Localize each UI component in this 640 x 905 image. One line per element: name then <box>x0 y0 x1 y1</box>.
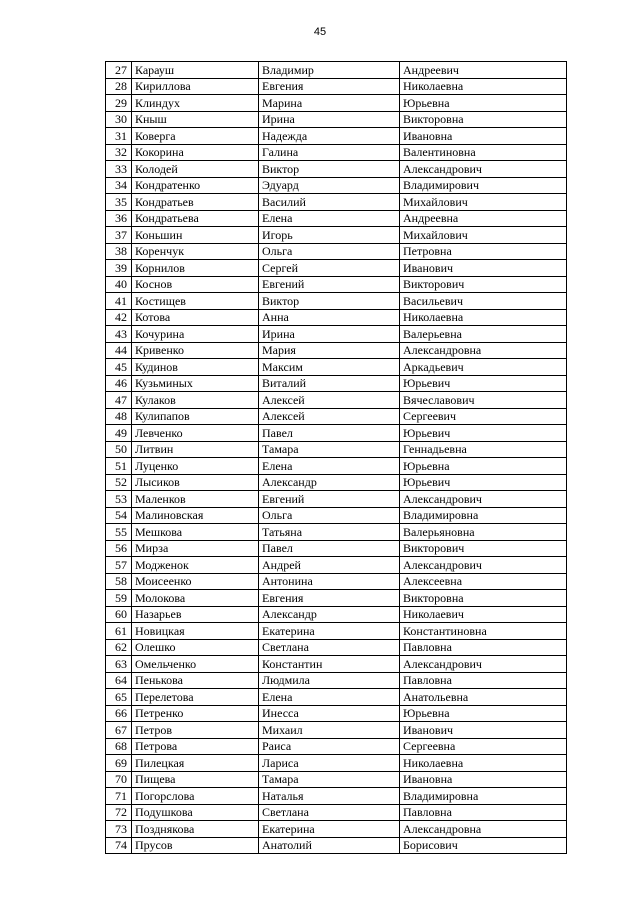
first-name-cell: Светлана <box>259 639 400 656</box>
row-number-cell: 42 <box>106 309 132 326</box>
patronymic-cell: Владимирович <box>400 177 567 194</box>
table-row <box>106 590 567 607</box>
patronymic-cell: Юрьевич <box>400 425 567 442</box>
last-name-cell: Мирза <box>132 540 259 557</box>
patronymic-cell: Александрович <box>400 656 567 673</box>
patronymic-cell: Михайлович <box>400 194 567 211</box>
patronymic-cell: Ивановна <box>400 771 567 788</box>
row-number-cell: 53 <box>106 491 132 508</box>
last-name-cell: Подушкова <box>132 804 259 821</box>
row-number-cell: 64 <box>106 672 132 689</box>
patronymic-cell: Павловна <box>400 639 567 656</box>
table-row <box>106 161 567 178</box>
first-name-cell: Александр <box>259 606 400 623</box>
patronymic-cell: Петровна <box>400 243 567 260</box>
table-row <box>106 210 567 227</box>
last-name-cell: Кривенко <box>132 342 259 359</box>
first-name-cell: Евгений <box>259 276 400 293</box>
row-number-cell: 46 <box>106 375 132 392</box>
row-number-cell: 58 <box>106 573 132 590</box>
last-name-cell: Молокова <box>132 590 259 607</box>
row-number-cell: 73 <box>106 821 132 838</box>
row-number-cell: 37 <box>106 227 132 244</box>
patronymic-cell: Юрьевна <box>400 458 567 475</box>
row-number-cell: 69 <box>106 755 132 772</box>
first-name-cell: Анна <box>259 309 400 326</box>
patronymic-cell: Викторович <box>400 276 567 293</box>
row-number-cell: 27 <box>106 62 132 79</box>
last-name-cell: Кулипапов <box>132 408 259 425</box>
row-number-cell: 65 <box>106 689 132 706</box>
last-name-cell: Коньшин <box>132 227 259 244</box>
patronymic-cell: Владимировна <box>400 788 567 805</box>
table-row <box>106 507 567 524</box>
last-name-cell: Петров <box>132 722 259 739</box>
row-number-cell: 55 <box>106 524 132 541</box>
last-name-cell: Колодей <box>132 161 259 178</box>
first-name-cell: Сергей <box>259 260 400 277</box>
row-number-cell: 34 <box>106 177 132 194</box>
last-name-cell: Маленков <box>132 491 259 508</box>
patronymic-cell: Константиновна <box>400 623 567 640</box>
first-name-cell: Елена <box>259 458 400 475</box>
table-row <box>106 111 567 128</box>
patronymic-cell: Анатольевна <box>400 689 567 706</box>
last-name-cell: Малиновская <box>132 507 259 524</box>
last-name-cell: Кныш <box>132 111 259 128</box>
last-name-cell: Петрова <box>132 738 259 755</box>
patronymic-cell: Сергеевич <box>400 408 567 425</box>
patronymic-cell: Валерьяновна <box>400 524 567 541</box>
table-row <box>106 62 567 79</box>
patronymic-cell: Юрьевна <box>400 705 567 722</box>
row-number-cell: 74 <box>106 837 132 854</box>
table-row <box>106 293 567 310</box>
name-list-table <box>105 61 567 854</box>
last-name-cell: Клиндух <box>132 95 259 112</box>
first-name-cell: Мария <box>259 342 400 359</box>
first-name-cell: Ирина <box>259 326 400 343</box>
row-number-cell: 72 <box>106 804 132 821</box>
first-name-cell: Елена <box>259 210 400 227</box>
first-name-cell: Елена <box>259 689 400 706</box>
row-number-cell: 50 <box>106 441 132 458</box>
table-row <box>106 738 567 755</box>
table-row <box>106 260 567 277</box>
patronymic-cell: Валентиновна <box>400 144 567 161</box>
row-number-cell: 63 <box>106 656 132 673</box>
patronymic-cell: Николаевна <box>400 78 567 95</box>
patronymic-cell: Николаевна <box>400 755 567 772</box>
first-name-cell: Татьяна <box>259 524 400 541</box>
table-row <box>106 788 567 805</box>
patronymic-cell: Юрьевич <box>400 474 567 491</box>
first-name-cell: Ирина <box>259 111 400 128</box>
row-number-cell: 54 <box>106 507 132 524</box>
last-name-cell: Петренко <box>132 705 259 722</box>
table-row <box>106 705 567 722</box>
patronymic-cell: Юрьевна <box>400 95 567 112</box>
last-name-cell: Кондратьев <box>132 194 259 211</box>
table-row <box>106 755 567 772</box>
first-name-cell: Антонина <box>259 573 400 590</box>
patronymic-cell: Павловна <box>400 804 567 821</box>
table-row <box>106 458 567 475</box>
first-name-cell: Виталий <box>259 375 400 392</box>
last-name-cell: Лысиков <box>132 474 259 491</box>
table-row <box>106 194 567 211</box>
table-row <box>106 837 567 854</box>
first-name-cell: Людмила <box>259 672 400 689</box>
table-row <box>106 573 567 590</box>
table-row <box>106 639 567 656</box>
first-name-cell: Надежда <box>259 128 400 145</box>
patronymic-cell: Викторович <box>400 540 567 557</box>
first-name-cell: Евгения <box>259 590 400 607</box>
row-number-cell: 52 <box>106 474 132 491</box>
row-number-cell: 29 <box>106 95 132 112</box>
table-row <box>106 804 567 821</box>
row-number-cell: 31 <box>106 128 132 145</box>
patronymic-cell: Николаевна <box>400 309 567 326</box>
last-name-cell: Корнилов <box>132 260 259 277</box>
row-number-cell: 60 <box>106 606 132 623</box>
table-row <box>106 722 567 739</box>
last-name-cell: Новицкая <box>132 623 259 640</box>
patronymic-cell: Павловна <box>400 672 567 689</box>
first-name-cell: Алексей <box>259 408 400 425</box>
name-list-body <box>106 62 567 854</box>
patronymic-cell: Александрович <box>400 557 567 574</box>
patronymic-cell: Алексеевна <box>400 573 567 590</box>
row-number-cell: 56 <box>106 540 132 557</box>
table-row <box>106 309 567 326</box>
first-name-cell: Марина <box>259 95 400 112</box>
row-number-cell: 38 <box>106 243 132 260</box>
row-number-cell: 49 <box>106 425 132 442</box>
table-row <box>106 623 567 640</box>
first-name-cell: Павел <box>259 540 400 557</box>
first-name-cell: Екатерина <box>259 623 400 640</box>
first-name-cell: Наталья <box>259 788 400 805</box>
last-name-cell: Кириллова <box>132 78 259 95</box>
first-name-cell: Екатерина <box>259 821 400 838</box>
table-row <box>106 392 567 409</box>
patronymic-cell: Геннадьевна <box>400 441 567 458</box>
last-name-cell: Прусов <box>132 837 259 854</box>
table-row <box>106 128 567 145</box>
table-row <box>106 821 567 838</box>
last-name-cell: Модженок <box>132 557 259 574</box>
last-name-cell: Пищева <box>132 771 259 788</box>
table-row <box>106 656 567 673</box>
first-name-cell: Тамара <box>259 441 400 458</box>
row-number-cell: 67 <box>106 722 132 739</box>
table-row <box>106 408 567 425</box>
patronymic-cell: Юрьевич <box>400 375 567 392</box>
patronymic-cell: Викторовна <box>400 590 567 607</box>
last-name-cell: Погорслова <box>132 788 259 805</box>
row-number-cell: 47 <box>106 392 132 409</box>
row-number-cell: 45 <box>106 359 132 376</box>
row-number-cell: 32 <box>106 144 132 161</box>
table-row <box>106 375 567 392</box>
table-row <box>106 474 567 491</box>
table-row <box>106 144 567 161</box>
row-number-cell: 43 <box>106 326 132 343</box>
row-number-cell: 44 <box>106 342 132 359</box>
row-number-cell: 61 <box>106 623 132 640</box>
row-number-cell: 68 <box>106 738 132 755</box>
first-name-cell: Ольга <box>259 243 400 260</box>
first-name-cell: Павел <box>259 425 400 442</box>
row-number-cell: 48 <box>106 408 132 425</box>
patronymic-cell: Иванович <box>400 722 567 739</box>
row-number-cell: 71 <box>106 788 132 805</box>
table-row <box>106 243 567 260</box>
last-name-cell: Пилецкая <box>132 755 259 772</box>
patronymic-cell: Андреевич <box>400 62 567 79</box>
row-number-cell: 41 <box>106 293 132 310</box>
table-row <box>106 177 567 194</box>
last-name-cell: Назарьев <box>132 606 259 623</box>
last-name-cell: Костищев <box>132 293 259 310</box>
first-name-cell: Владимир <box>259 62 400 79</box>
last-name-cell: Кудинов <box>132 359 259 376</box>
first-name-cell: Анатолий <box>259 837 400 854</box>
first-name-cell: Раиса <box>259 738 400 755</box>
row-number-cell: 57 <box>106 557 132 574</box>
patronymic-cell: Владимировна <box>400 507 567 524</box>
last-name-cell: Кочурина <box>132 326 259 343</box>
row-number-cell: 36 <box>106 210 132 227</box>
row-number-cell: 28 <box>106 78 132 95</box>
page-number: 45 <box>313 26 327 38</box>
last-name-cell: Коверга <box>132 128 259 145</box>
patronymic-cell: Александровна <box>400 821 567 838</box>
table-row <box>106 540 567 557</box>
patronymic-cell: Викторовна <box>400 111 567 128</box>
last-name-cell: Мешкова <box>132 524 259 541</box>
first-name-cell: Светлана <box>259 804 400 821</box>
table-row <box>106 606 567 623</box>
last-name-cell: Карауш <box>132 62 259 79</box>
patronymic-cell: Васильевич <box>400 293 567 310</box>
first-name-cell: Виктор <box>259 293 400 310</box>
first-name-cell: Александр <box>259 474 400 491</box>
table-row <box>106 441 567 458</box>
first-name-cell: Максим <box>259 359 400 376</box>
table-row <box>106 689 567 706</box>
table-row <box>106 326 567 343</box>
last-name-cell: Левченко <box>132 425 259 442</box>
first-name-cell: Евгения <box>259 78 400 95</box>
last-name-cell: Омельченко <box>132 656 259 673</box>
patronymic-cell: Сергеевна <box>400 738 567 755</box>
table-row <box>106 276 567 293</box>
last-name-cell: Кондратенко <box>132 177 259 194</box>
first-name-cell: Тамара <box>259 771 400 788</box>
first-name-cell: Михаил <box>259 722 400 739</box>
patronymic-cell: Ивановна <box>400 128 567 145</box>
patronymic-cell: Борисович <box>400 837 567 854</box>
first-name-cell: Виктор <box>259 161 400 178</box>
last-name-cell: Пенькова <box>132 672 259 689</box>
row-number-cell: 59 <box>106 590 132 607</box>
patronymic-cell: Николаевич <box>400 606 567 623</box>
first-name-cell: Инесса <box>259 705 400 722</box>
last-name-cell: Моисеенко <box>132 573 259 590</box>
first-name-cell: Эдуард <box>259 177 400 194</box>
table-row <box>106 227 567 244</box>
first-name-cell: Василий <box>259 194 400 211</box>
table-row <box>106 524 567 541</box>
patronymic-cell: Александрович <box>400 161 567 178</box>
table-row <box>106 672 567 689</box>
last-name-cell: Перелетова <box>132 689 259 706</box>
first-name-cell: Андрей <box>259 557 400 574</box>
last-name-cell: Литвин <box>132 441 259 458</box>
table-row <box>106 95 567 112</box>
last-name-cell: Олешко <box>132 639 259 656</box>
row-number-cell: 39 <box>106 260 132 277</box>
first-name-cell: Игорь <box>259 227 400 244</box>
first-name-cell: Лариса <box>259 755 400 772</box>
table-row <box>106 425 567 442</box>
last-name-cell: Кондратьева <box>132 210 259 227</box>
row-number-cell: 62 <box>106 639 132 656</box>
patronymic-cell: Иванович <box>400 260 567 277</box>
table-row <box>106 771 567 788</box>
last-name-cell: Котова <box>132 309 259 326</box>
last-name-cell: Коренчук <box>132 243 259 260</box>
patronymic-cell: Вячеславович <box>400 392 567 409</box>
first-name-cell: Галина <box>259 144 400 161</box>
last-name-cell: Позднякова <box>132 821 259 838</box>
patronymic-cell: Валерьевна <box>400 326 567 343</box>
row-number-cell: 30 <box>106 111 132 128</box>
table-row <box>106 557 567 574</box>
last-name-cell: Кокорина <box>132 144 259 161</box>
patronymic-cell: Аркадьевич <box>400 359 567 376</box>
row-number-cell: 70 <box>106 771 132 788</box>
last-name-cell: Коснов <box>132 276 259 293</box>
patronymic-cell: Александровна <box>400 342 567 359</box>
first-name-cell: Константин <box>259 656 400 673</box>
row-number-cell: 35 <box>106 194 132 211</box>
patronymic-cell: Михайлович <box>400 227 567 244</box>
table-row <box>106 342 567 359</box>
patronymic-cell: Александрович <box>400 491 567 508</box>
patronymic-cell: Андреевна <box>400 210 567 227</box>
row-number-cell: 51 <box>106 458 132 475</box>
last-name-cell: Кулаков <box>132 392 259 409</box>
row-number-cell: 40 <box>106 276 132 293</box>
row-number-cell: 66 <box>106 705 132 722</box>
last-name-cell: Кузьминых <box>132 375 259 392</box>
first-name-cell: Ольга <box>259 507 400 524</box>
table-row <box>106 491 567 508</box>
first-name-cell: Алексей <box>259 392 400 409</box>
table-row <box>106 78 567 95</box>
first-name-cell: Евгений <box>259 491 400 508</box>
row-number-cell: 33 <box>106 161 132 178</box>
last-name-cell: Луценко <box>132 458 259 475</box>
table-row <box>106 359 567 376</box>
